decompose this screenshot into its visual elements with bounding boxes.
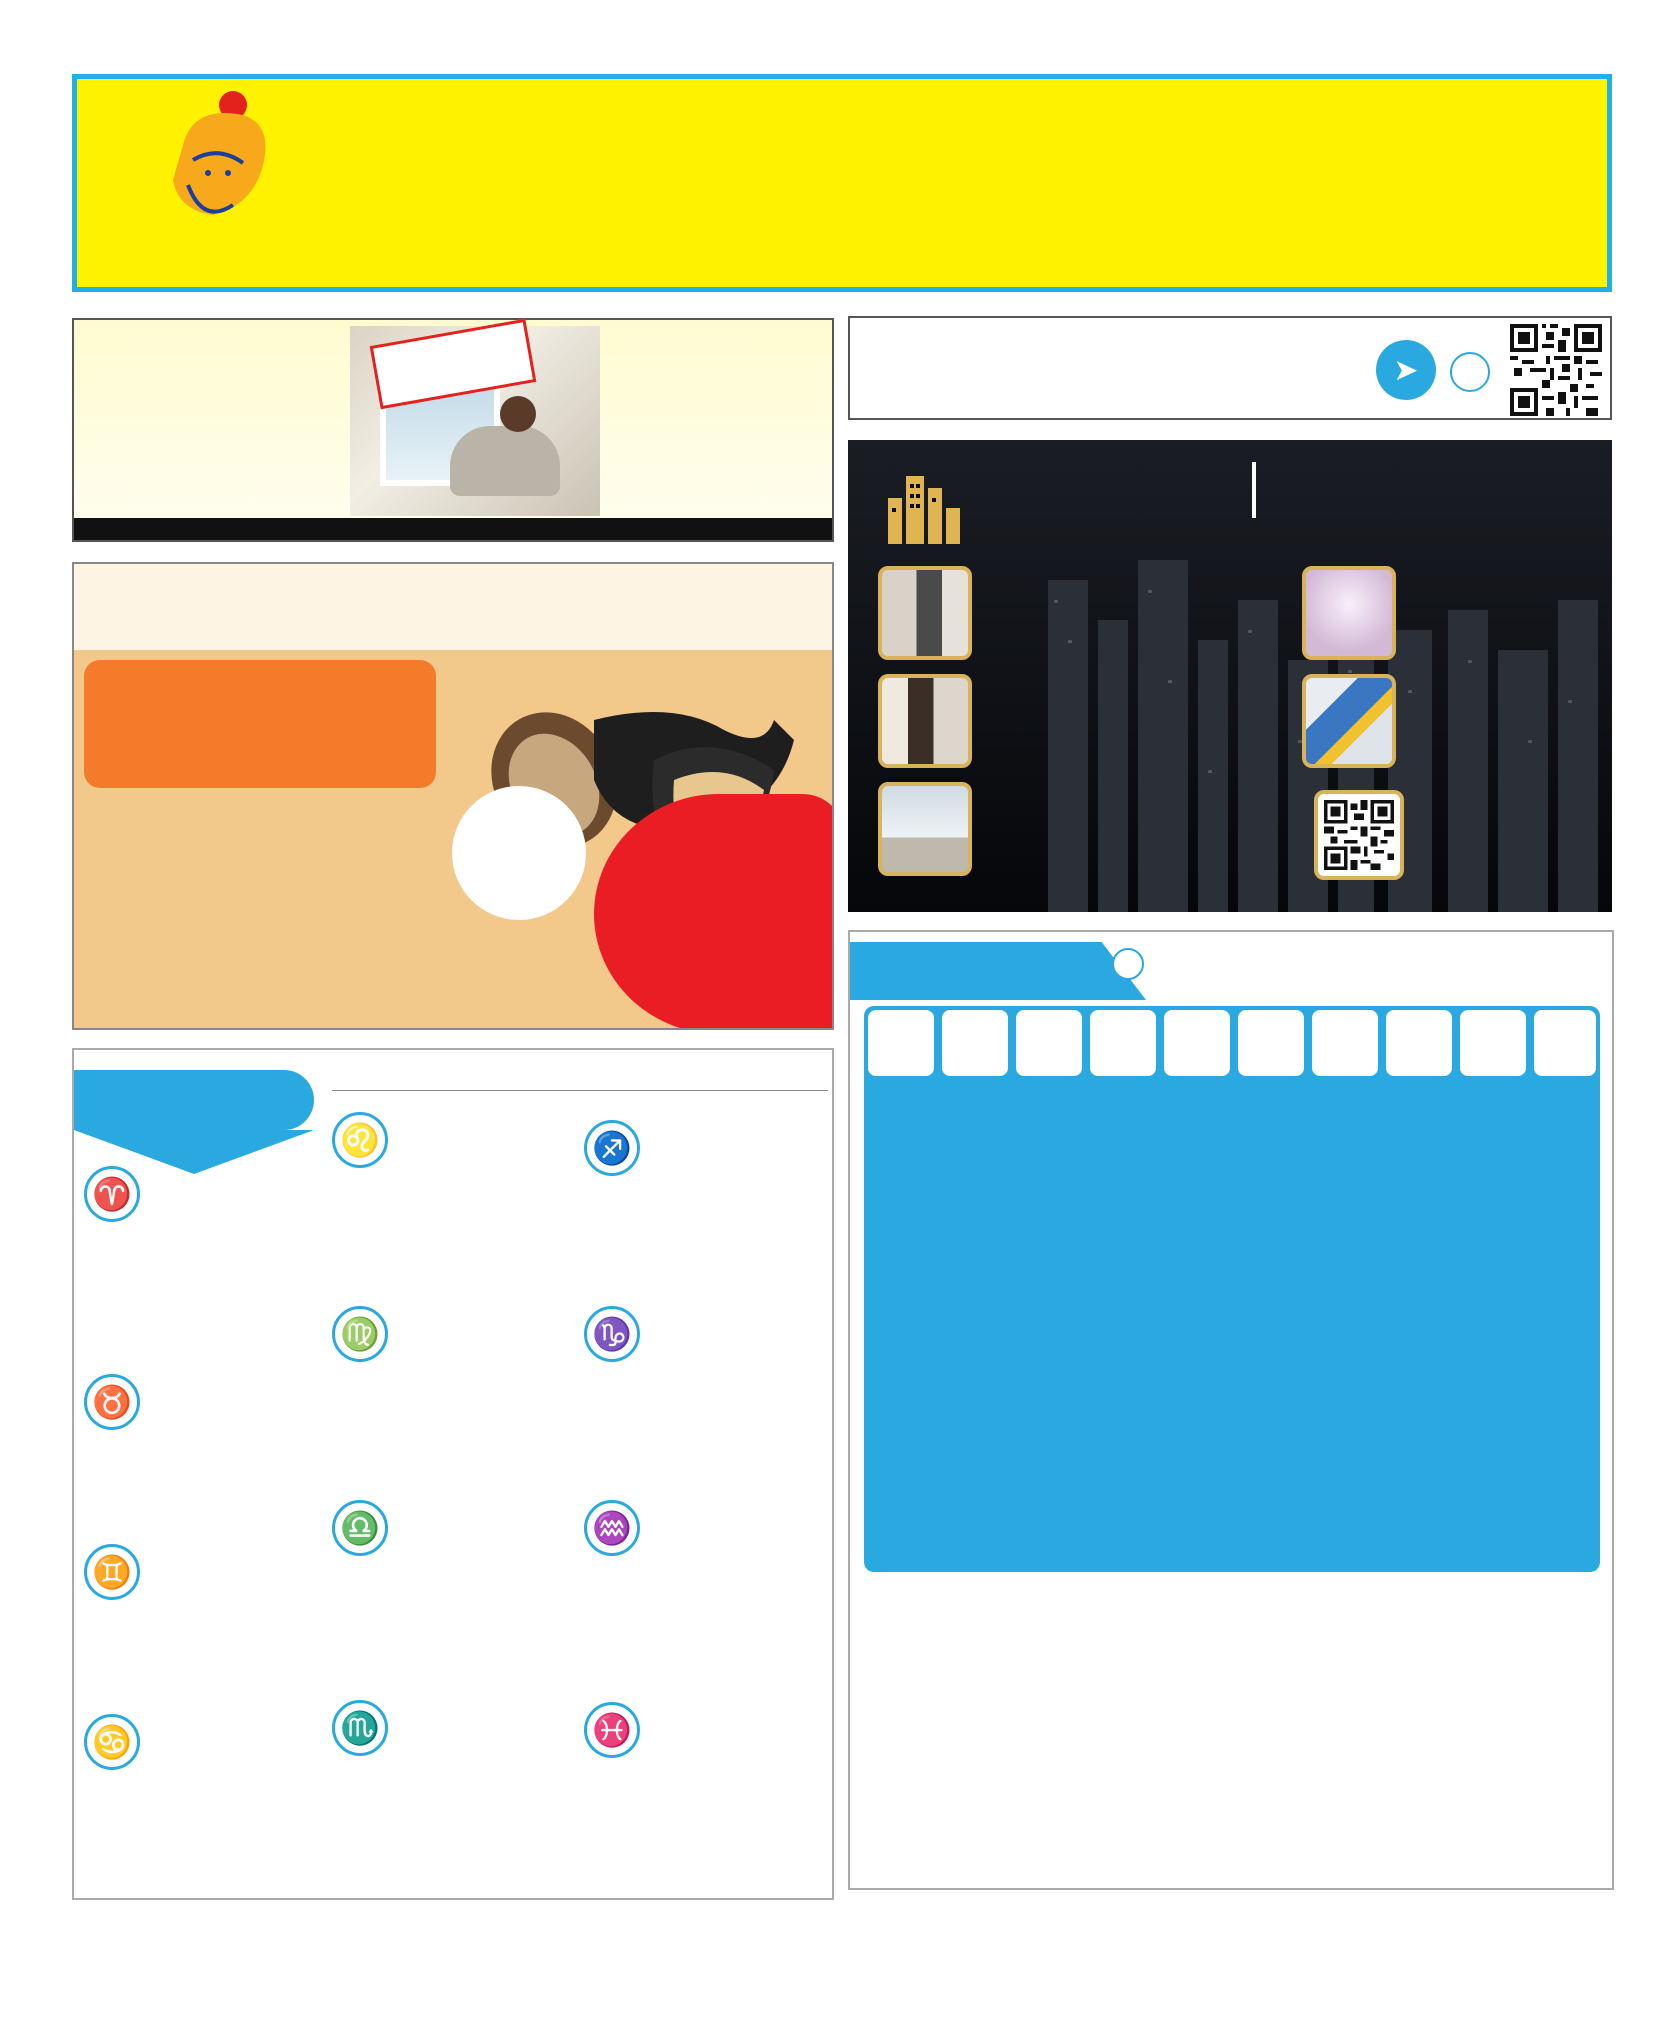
sign-gemini [84,1544,320,1590]
clue-cell [942,1010,1008,1076]
scanword-title [850,942,1146,1000]
entry-door-image [878,566,972,660]
sign-capricorn [584,1306,828,1352]
leo-icon: ♌ [332,1112,388,1168]
answer-cell[interactable] [1312,1010,1378,1076]
sign-sagittarius [584,1120,828,1166]
stroimir-logo-icon [878,458,968,548]
answer-cell[interactable] [1534,1010,1596,1076]
sign-taurus [84,1374,320,1420]
sign-aquarius [584,1500,828,1546]
answer-cell[interactable] [1090,1010,1156,1076]
taurus-icon: ♉ [84,1374,140,1430]
horoscope-title [74,1070,314,1130]
answer-cell[interactable] [1238,1010,1304,1076]
capricorn-icon: ♑ [584,1306,640,1362]
sagittarius-icon: ♐ [584,1120,640,1176]
obuv-discount-shoes [594,794,834,1030]
telegram-promo[interactable] [848,316,1612,420]
horoscope-section [72,1048,834,1900]
answer-cell[interactable] [1386,1010,1452,1076]
stroimir-ad [848,440,1612,912]
sign-pisces [584,1702,828,1748]
scanword-grid [864,1006,1600,1572]
scanword-age [1112,948,1144,980]
obuv-box-line-1 [84,660,436,668]
shoe-repair-ad [72,562,834,1030]
answer-cell[interactable] [1460,1010,1526,1076]
cancer-icon: ♋ [84,1714,140,1770]
scorpio-icon: ♏ [332,1700,388,1756]
obuv-discount-repair [452,786,586,920]
obuv-header [74,564,832,650]
banner-site [77,79,127,287]
virgo-icon: ♍ [332,1306,388,1362]
horoscope-divider [332,1090,828,1091]
window-image [878,782,972,876]
gemini-icon: ♊ [84,1544,140,1600]
sign-scorpio [332,1700,576,1746]
pisces-icon: ♓ [584,1702,640,1758]
sign-aries [84,1166,320,1212]
sign-leo [332,1112,576,1158]
sign-virgo [332,1306,576,1352]
libra-icon: ♎ [332,1500,388,1556]
answer-cell[interactable] [1164,1010,1230,1076]
interior-door-image [878,674,972,768]
okna-bottom-bar [74,518,832,540]
obuv-daily-box [84,660,436,788]
carpet-cleaning-banner [72,74,1612,292]
windows-ad [72,318,834,542]
ceiling-image [1302,566,1396,660]
workers-image [1302,674,1396,768]
scanword-section [848,930,1614,1890]
answer-cell[interactable] [1016,1010,1082,1076]
aries-icon: ♈ [84,1166,140,1222]
sign-cancer [84,1714,320,1760]
clue-cell [868,1010,934,1076]
stroimir-qr-code-icon[interactable] [1314,790,1404,880]
telegram-age [1450,352,1490,392]
hottabych-logo-icon [163,85,273,235]
telegram-icon[interactable]: ➤ [1376,340,1436,400]
qr-code-icon[interactable] [1510,324,1602,416]
aquarius-icon: ♒ [584,1500,640,1556]
stroimir-separator [1252,462,1256,518]
sign-libra [332,1500,576,1546]
